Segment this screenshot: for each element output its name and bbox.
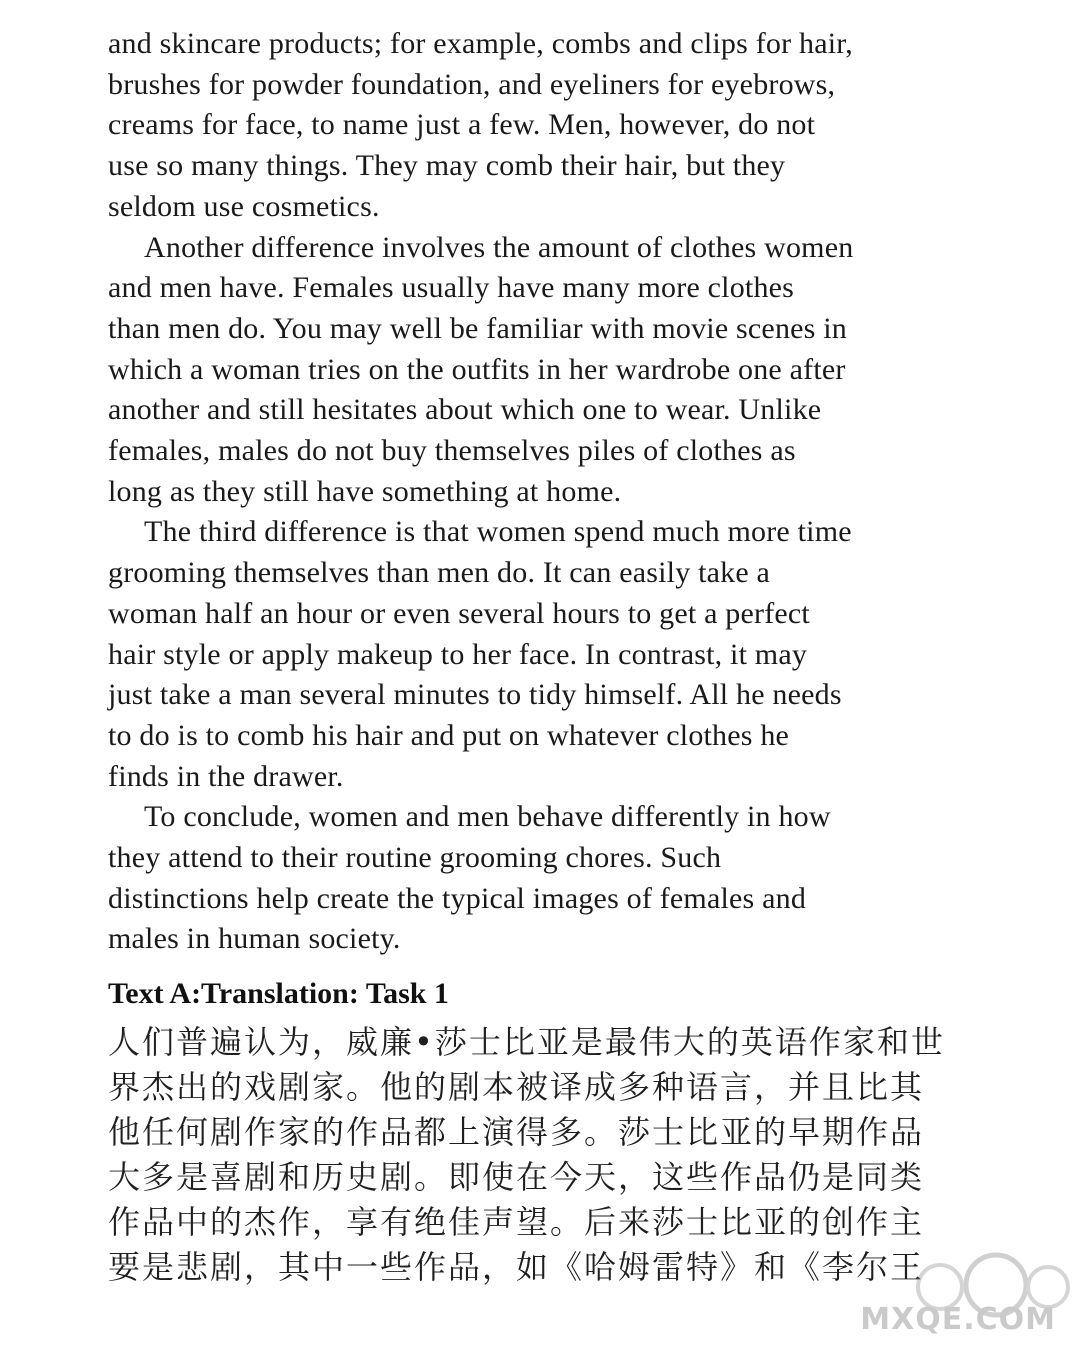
section-heading: Text A:Translation: Task 1	[108, 977, 449, 1011]
text-line: and skincare products; for example, combs and clips for hair,	[108, 27, 853, 60]
translation-line: 他任何剧作家的作品都上演得多。莎士比亚的早期作品	[108, 1113, 925, 1152]
text-line: distinctions help create the typical images of females and	[108, 881, 807, 915]
translation-line: 要是悲剧，其中一些作品，如《哈姆雷特》和《李尔王	[108, 1248, 925, 1287]
text-line: they attend to their routine grooming chores. Such	[108, 841, 722, 875]
paragraph-4	[108, 797, 978, 960]
text-line: females, males do not buy themselves piles of clothes as	[108, 434, 796, 468]
text-line: long as they still have something at home.	[108, 474, 622, 508]
text-line: hair style or apply makeup to her face. In contrast, it may	[108, 637, 808, 671]
text-line: and men have. Females usually have many more clothes	[108, 271, 795, 305]
text-line: use so many things. They may comb their hair, but they	[108, 149, 786, 183]
paragraph-1	[108, 24, 978, 228]
text-line: The third difference is that women spend much more time	[144, 515, 852, 549]
text-line: another and still hesitates about which one to wear. Unlike	[108, 393, 822, 427]
paragraph-3	[108, 512, 978, 797]
paragraph-2	[108, 228, 978, 513]
text-line: males in human society.	[108, 922, 401, 956]
text-line: than men do. You may well be familiar with movie scenes in	[108, 311, 847, 345]
text-line: to do is to comb his hair and put on whatever clothes he	[108, 718, 790, 752]
document-page	[108, 24, 978, 1290]
text-line: brushes for powder foundation, and eyeliners for eyebrows,	[108, 67, 836, 101]
text-line: which a woman tries on the outfits in her wardrobe one after	[108, 352, 846, 386]
text-line: seldom use cosmetics.	[108, 189, 380, 223]
site-watermark	[860, 1249, 1074, 1341]
translation-line: 界杰出的戏剧家。他的剧本被译成多种语言，并且比其	[108, 1068, 925, 1107]
text-line: creams for face, to name just a few. Men, however, do not	[108, 108, 816, 142]
text-line: grooming themselves than men do. It can easily take a	[108, 556, 771, 590]
essay-body	[108, 24, 978, 960]
text-line: woman half an hour or even several hours to get a perfect	[108, 596, 810, 630]
translation-body	[108, 1020, 978, 1290]
translation-line: 大多是喜剧和历史剧。即使在今天，这些作品仍是同类	[108, 1158, 925, 1197]
text-line: To conclude, women and men behave differently in how	[144, 800, 831, 834]
watermark-text: MXQE.COM	[860, 1302, 1056, 1337]
text-line: just take a man several minutes to tidy himself. All he needs	[108, 678, 842, 712]
translation-line: 人们普遍认为，威廉•莎士比亚是最伟大的英语作家和世	[108, 1023, 945, 1062]
text-line: finds in the drawer.	[108, 759, 344, 793]
text-line: Another difference involves the amount of clothes women	[144, 230, 854, 264]
translation-line: 作品中的杰作，享有绝佳声望。后来莎士比亚的创作主	[108, 1203, 925, 1242]
